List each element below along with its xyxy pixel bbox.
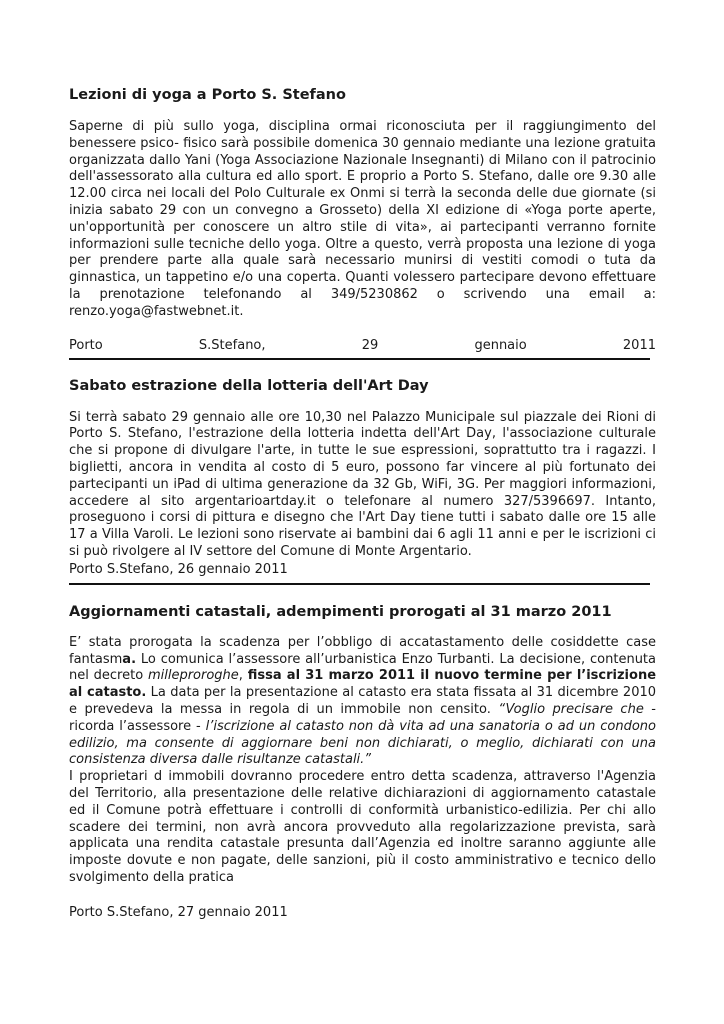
section-divider (69, 358, 650, 360)
text-run-bold: fissa al 31 marzo 2011 il nuovo termine per l’iscrizione al catasto. (69, 668, 657, 701)
article-yoga-body: Saperne di più sullo yoga, disciplina ormai riconosciuta per il raggiungimento del benessere psico- fisico sarà possibile domenica 30 gennaio mediante una lezione gratuita organizzata dallo Yani (Yoga Associazione Nazionale Insegnanti) di Milano con il patrocinio dell'assessorato alla cultura ed allo sport. E proprio a Porto S. Stefano, dalle ore 9.30 alle 12.00 circa nei locali del Polo Culturale ex Onmi si terrà la seconda delle due giornate (si inizia sabato 29 con un convegno a Grosseto) della XI edizione di «Yoga porte aperte, un'opportunità per conoscere un altro stile di vita», ai partecipanti verranno fornite informazioni sulle tecniche dello yoga. Oltre a questo, verrà proposta una lezione di yoga per prendere parte alla quale sarà necessario munirsi di vestiti comodi o tuta da ginnastica, un tappetino e/o una coperta. Quanti volessero partecipare devono effettuare la prenotazione telefonando al 349/5230862 o scrivendo una email a: renzo.yoga@fastwebnet.it. (69, 119, 656, 319)
text-run-italic: milleproroghe (147, 668, 239, 684)
article-catasto-dateline: Porto S.Stefano, 27 gennaio 2011 (69, 904, 288, 920)
text-run-italic: l’iscrizione al catasto non dà vita ad una sanatoria o ad un condono edilizio, ma consente di aggiornare beni non dichiarati, o meglio, dichiarati con una consistenza diversa dalle risultanze catastali.” (69, 718, 656, 768)
article-artday-body: Si terrà sabato 29 gennaio alle ore 10,30 nel Palazzo Municipale sul piazzale dei Rioni di Porto S. Stefano, l'estrazione della lotteria indetta dell'Art Day, l'associazione culturale che si propone di divulgare l'arte, in tutte le sue espressioni, soprattutto tra i ragazzi. I biglietti, ancora in vendita al costo di 5 euro, possono far vincere al più fortunato dei partecipanti un iPad di ultima generazione da 32 Gb, WiFi, 3G. Per maggiori informazioni, accedere al sito argentarioartday.it o telefonare al numero 327/5396697. Intanto, proseguono i corsi di pittura e disegno che l'Art Day tiene tutti i sabato dalle ore 15 alle 17 a Villa Varoli. Le lezioni sono riservate ai bambini dai 6 agli 11 anni e per le iscrizioni ci si può rivolgere al IV settore del Comune di Monte Argentario. (69, 409, 656, 559)
text-run: E’ stata prorogata la scadenza per l’obbligo di accatastamento delle cosiddette case fantasm (69, 634, 656, 667)
dateline-part: gennaio (474, 337, 527, 353)
article-catasto-body-2: I proprietari d immobili dovranno procedere entro detta scadenza, attraverso l'Agenzia del Territorio, alla presentazione delle relative dichiarazioni di aggiornamento catastale ed il Comune potrà effettuare i controlli di conformità urbanistico-edilizia. Per chi allo scadere dei termini, non avrà ancora provveduto alla regolarizzazione prevista, sarà applicata una rendita catastale presunta dall’Agenzia ed inoltre saranno aggiunte alle imposte dovute e non pagate, delle sanzioni, più il costo amministrativo e tecnico dello svolgimento della pratica (69, 769, 656, 885)
text-run: La data per la presentazione al catasto era stata fissata al 31 dicembre 2010 e prevedeva la messa in regola di un immobile non censito. (69, 685, 657, 717)
dateline-part: 2011 (622, 337, 656, 353)
text-run: Lo comunica l’assessore all’urbanistica Enzo Turbanti. La decisione, contenuta nel decreto (69, 651, 656, 684)
article-artday-dateline: Porto S.Stefano, 26 gennaio 2011 (69, 561, 288, 577)
article-catasto-body-1 (69, 635, 656, 769)
text-run: , (238, 668, 248, 684)
article-yoga-title: Lezioni di yoga a Porto S. Stefano (69, 87, 346, 103)
dateline-part: 29 (361, 337, 379, 353)
text-run-italic: “Voglio precisare che (498, 701, 644, 717)
dateline-part: S.Stefano, (198, 337, 266, 353)
section-divider (69, 583, 650, 585)
article-catasto-title: Aggiornamenti catastali, adempimenti prorogati al 31 marzo 2011 (69, 603, 612, 620)
document-page (69, 86, 656, 921)
text-run-bold: a. (122, 651, 137, 667)
article-yoga-dateline (69, 337, 656, 354)
dateline-part: Porto (69, 337, 103, 353)
article-artday-title: Sabato estrazione della lotteria dell'Art Day (69, 377, 429, 394)
text-run: - ricorda l’assessore - (69, 701, 656, 734)
